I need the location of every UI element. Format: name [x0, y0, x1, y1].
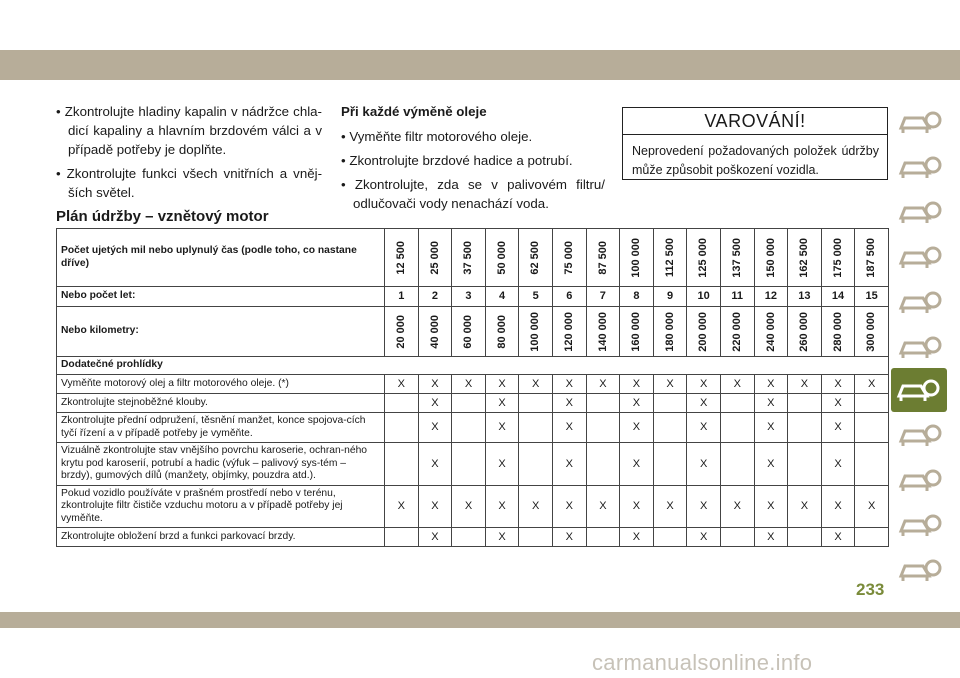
search-icon[interactable] [893, 503, 945, 547]
km-cell [653, 307, 687, 357]
miles-cell [653, 229, 687, 287]
row-mark: X [687, 485, 721, 528]
row-mark [385, 394, 419, 413]
row-mark: X [418, 443, 452, 486]
km-value: 200 000 [697, 311, 710, 352]
km-cell [519, 307, 553, 357]
years-value: 9 [653, 287, 687, 307]
miles-label: Počet ujetých mil nebo uplynulý čas (podle toho, co nastane dříve) [57, 229, 385, 287]
miles-cell [452, 229, 486, 287]
row-label: Zkontrolujte stejnoběžné klouby. [57, 394, 385, 413]
km-value: 280 000 [831, 311, 844, 352]
years-value: 3 [452, 287, 486, 307]
row-mark: X [385, 485, 419, 528]
middle-column [341, 102, 605, 218]
row-mark [855, 413, 889, 443]
miles-cell [586, 229, 620, 287]
row-mark [586, 394, 620, 413]
miles-value: 125 000 [697, 237, 710, 278]
row-mark: X [418, 528, 452, 547]
row-mark: X [620, 394, 654, 413]
warning-text: Neprovedení požadovaných položek údržby může způsobit poškození vozidla. [632, 144, 879, 177]
row-mark: X [821, 413, 855, 443]
miles-value: 87 500 [596, 240, 609, 275]
miles-value: 37 500 [462, 240, 475, 275]
km-value: 60 000 [462, 314, 475, 349]
row-mark [586, 413, 620, 443]
km-cell [754, 307, 788, 357]
years-value: 14 [821, 287, 855, 307]
watermark: carmanualsonline.info [592, 650, 813, 675]
row-mark: X [552, 375, 586, 394]
warning-title: VAROVÁNÍ! [623, 108, 887, 135]
miles-cell [519, 229, 553, 287]
miles-cell [788, 229, 822, 287]
km-cell [620, 307, 654, 357]
row-mark: X [687, 394, 721, 413]
row-mark: X [754, 485, 788, 528]
miles-value: 175 000 [831, 237, 844, 278]
row-mark [788, 394, 822, 413]
row-label: Pokud vozidlo používáte v prašném prostředí nebo v terénu, zkontrolujte filtr čističe vzduchu motoru a v případě potřeby jej vyměňte. [57, 485, 385, 528]
km-cell [452, 307, 486, 357]
miles-value: 75 000 [563, 240, 576, 275]
bullet-fuel-filter: • Zkontrolujte, zda se v palivovém filtru/ odlučovači vody nenachází voda. [341, 175, 605, 213]
row-mark: X [586, 485, 620, 528]
years-value: 15 [855, 287, 889, 307]
miles-cell [754, 229, 788, 287]
years-value: 2 [418, 287, 452, 307]
km-cell [687, 307, 721, 357]
row-mark: X [687, 413, 721, 443]
row-mark: X [552, 443, 586, 486]
row-mark [720, 528, 754, 547]
row-mark [586, 443, 620, 486]
row-mark: X [754, 443, 788, 486]
row-mark: X [653, 485, 687, 528]
row-mark: X [855, 375, 889, 394]
km-cell [821, 307, 855, 357]
years-value: 4 [485, 287, 519, 307]
row-mark [653, 413, 687, 443]
km-value: 140 000 [596, 311, 609, 352]
bullet-brake-hoses: • Zkontrolujte brzdové hadice a potrubí. [341, 151, 605, 170]
km-value: 120 000 [563, 311, 576, 352]
km-value: 160 000 [630, 311, 643, 352]
car-warning-icon[interactable] [893, 100, 945, 144]
row-mark: X [485, 394, 519, 413]
km-label: Nebo kilometry: [57, 307, 385, 357]
row-mark [653, 528, 687, 547]
row-label: Zkontrolujte přední odpružení, těsnění manžet, konce spojova-cích tyčí řízení a v případě potřeby je vyměňte. [57, 413, 385, 443]
row-mark: X [788, 375, 822, 394]
row-mark: X [418, 394, 452, 413]
row-mark [720, 443, 754, 486]
km-value: 80 000 [495, 314, 508, 349]
miles-value: 187 500 [865, 237, 878, 278]
car-info-icon[interactable] [893, 145, 945, 189]
row-mark: X [754, 413, 788, 443]
table-row [57, 485, 889, 528]
row-mark: X [788, 485, 822, 528]
row-mark: X [519, 485, 553, 528]
km-cell [485, 307, 519, 357]
years-value: 7 [586, 287, 620, 307]
km-cell [552, 307, 586, 357]
years-value: 8 [620, 287, 654, 307]
row-mark: X [620, 443, 654, 486]
km-cell [788, 307, 822, 357]
years-value: 5 [519, 287, 553, 307]
bullet-lights: • Zkontrolujte funkci všech vnitřních a vněj-ších světel. [56, 164, 322, 202]
row-mark: X [552, 394, 586, 413]
km-value: 220 000 [730, 311, 743, 352]
settings-list-icon[interactable] [893, 413, 945, 457]
row-mark [452, 394, 486, 413]
row-mark [519, 443, 553, 486]
km-cell [855, 307, 889, 357]
row-mark [788, 413, 822, 443]
km-value: 240 000 [764, 311, 777, 352]
row-mark [653, 443, 687, 486]
row-mark: X [720, 375, 754, 394]
additional-label: Dodatečné prohlídky [57, 357, 889, 375]
row-label: Vizuálně zkontrolujte stav vnějšího povrchu karoserie, ochran-ného krytu pod karoserií, potrubí a hadic (výfuk – palivový sys-tém – brzdy), gumových dílů (manžety, objímky, pouzdra atd.). [57, 443, 385, 486]
row-mark [720, 394, 754, 413]
row-mark: X [620, 485, 654, 528]
row-mark: X [485, 528, 519, 547]
row-mark: X [620, 413, 654, 443]
table-row [57, 443, 889, 486]
row-mark: X [552, 413, 586, 443]
left-column [56, 102, 322, 207]
row-label: Zkontrolujte obložení brzd a funkci parkovací brzdy. [57, 528, 385, 547]
bullet-fluids: • Zkontrolujte hladiny kapalin v nádržce chla-dicí kapaliny a hlavním brzdovém válci a v případě potřeby je doplňte. [56, 102, 322, 159]
row-mark: X [519, 375, 553, 394]
row-mark [653, 394, 687, 413]
light-message-icon[interactable] [893, 190, 945, 234]
row-label: Vyměňte motorový olej a filtr motorového oleje. (*) [57, 375, 385, 394]
miles-cell [552, 229, 586, 287]
km-value: 40 000 [428, 314, 441, 349]
row-mark: X [821, 485, 855, 528]
miles-cell [720, 229, 754, 287]
row-mark: X [754, 394, 788, 413]
row-mark: X [620, 528, 654, 547]
row-mark: X [385, 375, 419, 394]
years-label: Nebo počet let: [57, 287, 385, 307]
km-cell [586, 307, 620, 357]
page-number: 233 [856, 580, 885, 599]
miles-cell [687, 229, 721, 287]
seat-airbag-icon[interactable] [893, 235, 945, 279]
oil-change-heading: Při každé výměně oleje [341, 104, 487, 119]
row-mark [855, 394, 889, 413]
row-mark [385, 413, 419, 443]
years-value: 13 [788, 287, 822, 307]
row-mark: X [754, 528, 788, 547]
footer-bar [0, 612, 960, 628]
miles-cell [620, 229, 654, 287]
row-mark: X [687, 443, 721, 486]
row-mark: X [855, 485, 889, 528]
years-value: 1 [385, 287, 419, 307]
miles-value: 25 000 [428, 240, 441, 275]
row-mark [385, 443, 419, 486]
row-mark: X [552, 528, 586, 547]
row-mark: X [485, 443, 519, 486]
row-mark: X [485, 485, 519, 528]
miles-cell [418, 229, 452, 287]
music-nav-icon[interactable] [893, 458, 945, 502]
miles-cell [855, 229, 889, 287]
miles-value: 112 500 [663, 237, 676, 278]
row-mark [452, 413, 486, 443]
km-cell [418, 307, 452, 357]
miles-cell [821, 229, 855, 287]
row-mark [519, 394, 553, 413]
row-mark: X [687, 375, 721, 394]
section-title: Plán údržby – vznětový motor [56, 208, 269, 225]
miles-value: 150 000 [764, 237, 777, 278]
table-row [57, 528, 889, 547]
car-emergency-icon[interactable] [893, 325, 945, 369]
bullet-oil-filter: • Vyměňte filtr motorového oleje. [341, 127, 605, 146]
miles-value: 50 000 [495, 240, 508, 275]
table-row [57, 375, 889, 394]
steering-wheel-icon[interactable] [893, 280, 945, 324]
row-mark: X [821, 443, 855, 486]
years-value: 6 [552, 287, 586, 307]
row-mark: X [418, 375, 452, 394]
table-row [57, 413, 889, 443]
row-mark: X [821, 394, 855, 413]
row-mark: X [586, 375, 620, 394]
maintenance-table [56, 228, 889, 547]
row-mark: X [620, 375, 654, 394]
row-mark [788, 528, 822, 547]
years-value: 11 [720, 287, 754, 307]
warning-box [622, 107, 888, 180]
row-mark: X [485, 413, 519, 443]
km-value: 20 000 [395, 314, 408, 349]
row-mark: X [418, 413, 452, 443]
row-mark: X [485, 375, 519, 394]
km-row [57, 307, 889, 357]
row-mark [855, 528, 889, 547]
additional-row [57, 357, 889, 375]
row-mark [586, 528, 620, 547]
row-mark: X [653, 375, 687, 394]
miles-value: 12 500 [395, 240, 408, 275]
row-mark: X [687, 528, 721, 547]
miles-value: 162 500 [798, 237, 811, 278]
miles-value: 62 500 [529, 240, 542, 275]
km-value: 180 000 [663, 311, 676, 352]
row-mark: X [720, 485, 754, 528]
miles-cell [485, 229, 519, 287]
km-cell [385, 307, 419, 357]
row-mark: X [418, 485, 452, 528]
km-value: 300 000 [865, 311, 878, 352]
miles-row [57, 229, 889, 287]
miles-value: 100 000 [630, 237, 643, 278]
row-mark [855, 443, 889, 486]
row-mark: X [754, 375, 788, 394]
miles-cell [385, 229, 419, 287]
years-value: 10 [687, 287, 721, 307]
km-value: 100 000 [529, 311, 542, 352]
row-mark: X [821, 375, 855, 394]
row-mark: X [452, 375, 486, 394]
row-mark [788, 443, 822, 486]
row-mark [385, 528, 419, 547]
row-mark [720, 413, 754, 443]
row-mark [452, 528, 486, 547]
index-icon[interactable] [893, 548, 945, 592]
km-cell [720, 307, 754, 357]
header-bar [0, 50, 960, 80]
row-mark: X [452, 485, 486, 528]
years-value: 12 [754, 287, 788, 307]
years-row [57, 287, 889, 307]
km-value: 260 000 [798, 311, 811, 352]
row-mark [452, 443, 486, 486]
row-mark: X [552, 485, 586, 528]
row-mark [519, 528, 553, 547]
car-service-icon[interactable] [891, 368, 947, 412]
row-mark [519, 413, 553, 443]
miles-value: 137 500 [730, 237, 743, 278]
row-mark: X [821, 528, 855, 547]
table-row [57, 394, 889, 413]
